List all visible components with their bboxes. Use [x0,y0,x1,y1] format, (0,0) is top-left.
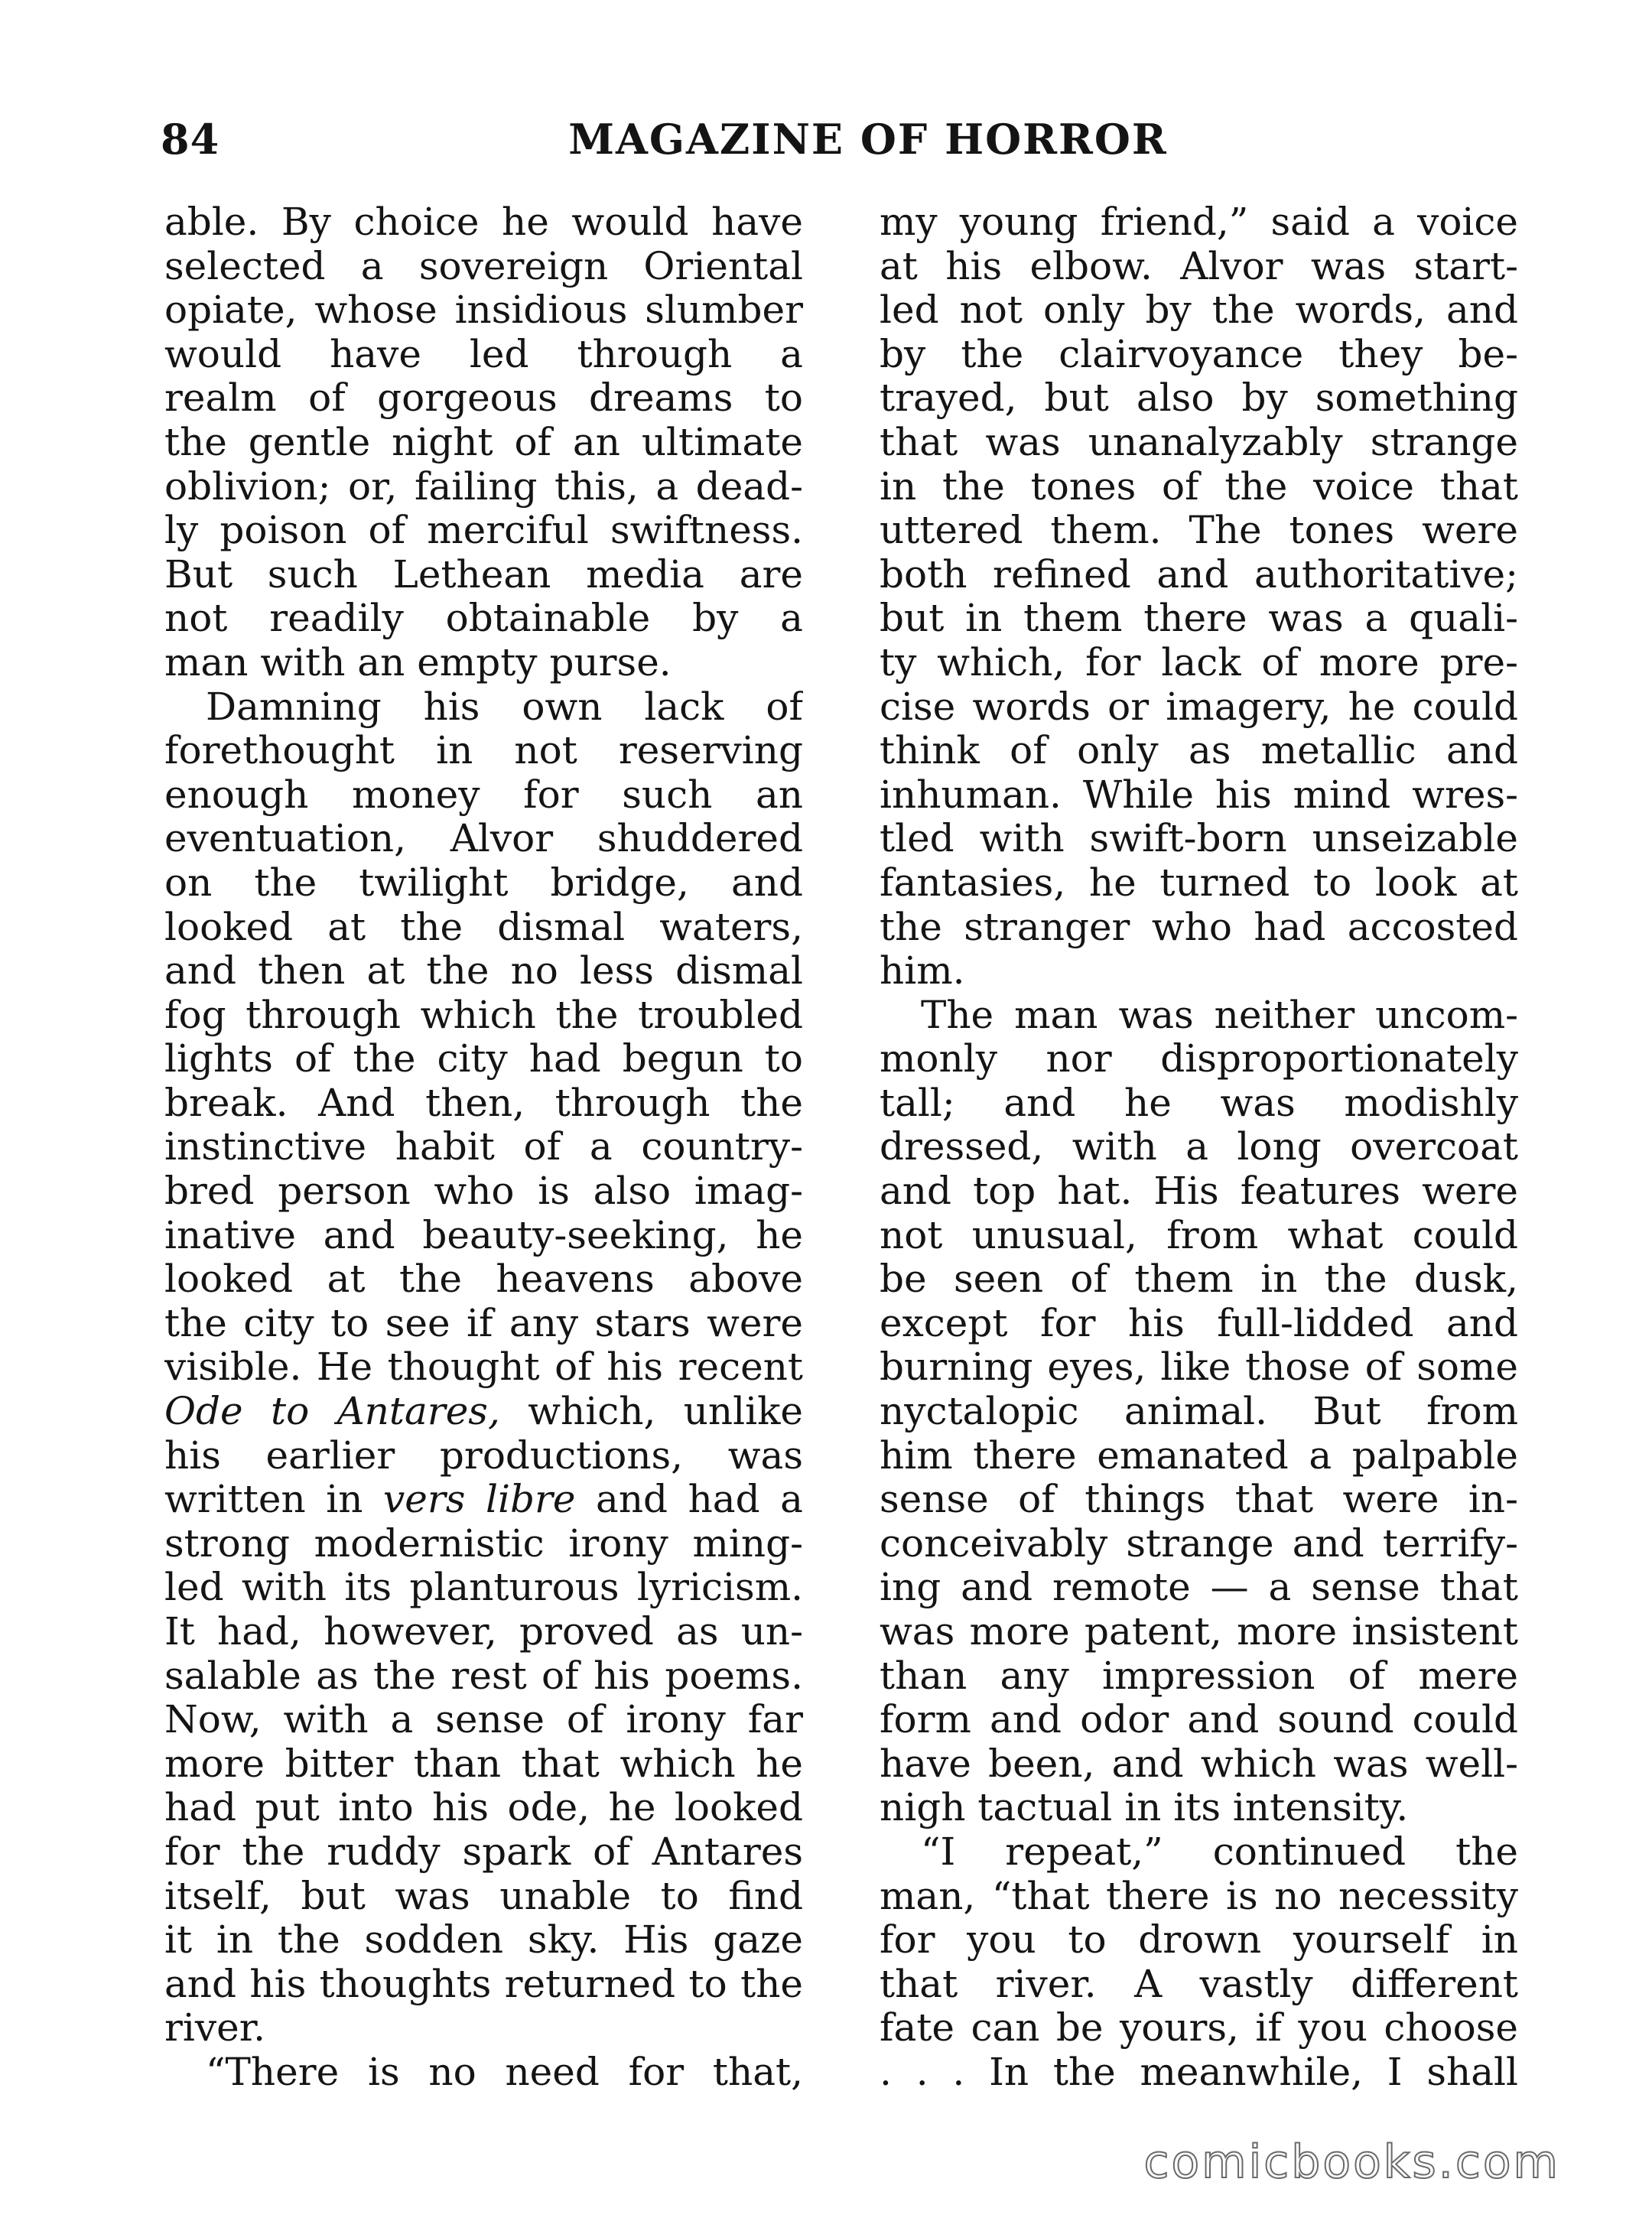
text-line: able. By choice he would have [164,200,803,244]
text-line: for the ruddy spark of Antares [164,1829,803,1874]
text-line: forethought in not reserving [164,729,803,773]
text-line: lights of the city had begun to [164,1037,803,1081]
text-line: but in them there was a quali- [880,597,1518,641]
text-line: led not only by the words, and [880,288,1518,333]
text-line: fantasies, he turned to look at [880,860,1518,905]
italic-text-run: vers libre [383,1478,576,1522]
text-line: fog through which the troubled [164,993,803,1037]
text-line: looked at the heavens above [164,1257,803,1302]
text-line: form and odor and sound could [880,1698,1518,1742]
text-line: that was unanalyzably strange [880,420,1518,464]
text-line: Now, with a sense of irony far [164,1698,803,1742]
text-line: ty which, for lack of more pre- [880,640,1518,685]
text-line: It had, however, proved as un- [164,1610,803,1654]
text-line: the stranger who had accosted [880,905,1518,949]
text-line: visible. He thought of his recent [164,1345,803,1390]
text-line: the gentle night of an ultimate [164,420,803,464]
text-line: on the twilight bridge, and [164,860,803,905]
text-line: man with an empty purse. [164,640,672,685]
text-line: at his elbow. Alvor was start- [880,244,1518,288]
running-title: MAGAZINE OF HORROR [568,115,1168,164]
text-line: trayed, but also by something [880,376,1518,421]
text-line: nyctalopic animal. But from [880,1390,1518,1434]
right-text-column [880,200,1518,2094]
text-line: The man was neither uncom- [921,993,1518,1037]
text-line: by the clairvoyance they be- [880,332,1518,376]
text-line: him there emanated a palpable [880,1433,1518,1478]
text-line: and his thoughts returned to the [164,1962,803,2006]
text-line: bred person who is also imag- [164,1169,803,1214]
text-line: and then at the no less dismal [164,949,803,994]
text-line: enough money for such an [164,772,803,817]
text-line: break. And then, through the [164,1081,803,1125]
text-line: eventuation, Alvor shuddered [164,817,803,861]
italic-text-run: Ode to Antares, [164,1390,500,1434]
text-line: realm of gorgeous dreams to [164,376,803,421]
text-line: . . . In the meanwhile, I shall [880,2050,1518,2094]
text-line: strong modernistic irony ming- [164,1521,803,1566]
text-line: more bitter than that which he [164,1742,803,1786]
text-line: the city to see if any stars were [164,1301,803,1345]
text-line: that river. A vastly different [880,1962,1518,2006]
text-line: tall; and he was modishly [880,1081,1518,1125]
text-line: uttered them. The tones were [880,509,1518,553]
text-line: But such Lethean media are [164,552,803,597]
text-line: itself, but was unable to find [164,1874,803,1918]
text-line: Damning his own lack of [206,685,803,729]
text-line: not readily obtainable by a [164,597,803,641]
text-line: cise words or imagery, he could [880,685,1518,729]
text-line: monly nor disproportionately [880,1037,1518,1081]
text-line: salable as the rest of his poems. [164,1654,803,1698]
text-line: ly poison of merciful swiftness. [164,509,803,553]
text-line: his earlier productions, was [164,1433,803,1478]
text-line [164,1478,803,1522]
text-line: conceivably strange and terrify- [880,1521,1518,1566]
text-line: him. [880,949,965,994]
text-line: sense of things that were in- [880,1478,1518,1522]
text-run: which, unlike [499,1390,803,1434]
text-line: burning eyes, like those of some [880,1345,1518,1390]
text-line [164,1390,803,1434]
text-line: fate can be yours, if you choose [880,2006,1518,2051]
text-line: and top hat. His features were [880,1169,1518,1214]
text-line: dressed, with a long overcoat [880,1125,1518,1169]
watermark-text: comicbooks.com [1143,2135,1560,2189]
text-line: inhuman. While his mind wres- [880,772,1518,817]
text-line: not unusual, from what could [880,1213,1518,1257]
text-line: for you to drown yourself in [880,1918,1518,1963]
text-line: selected a sovereign Oriental [164,244,803,288]
text-line: in the tones of the voice that [880,464,1518,509]
text-line: think of only as metallic and [880,729,1518,773]
text-line: opiate, whose insidious slumber [164,288,803,333]
text-line: than any impression of mere [880,1654,1518,1698]
text-line: river. [164,2006,266,2051]
text-line: inative and beauty-seeking, he [164,1213,803,1257]
page-header [161,115,1530,184]
text-line: had put into his ode, he looked [164,1786,803,1830]
text-line: have been, and which was well- [880,1742,1518,1786]
text-line: my young friend,” said a voice [880,200,1518,244]
text-line: nigh tactual in its intensity. [880,1786,1409,1830]
text-line: except for his full-lidded and [880,1301,1518,1345]
text-line: ing and remote — a sense that [880,1566,1518,1610]
text-run: written in [164,1478,383,1522]
text-line: oblivion; or, failing this, a dead- [164,464,803,509]
text-line: looked at the dismal waters, [164,905,803,949]
text-line: “There is no need for that, [206,2050,803,2094]
text-line: man, “that there is no necessity [880,1874,1518,1918]
text-line: would have led through a [164,332,803,376]
page-number: 84 [161,115,220,164]
left-text-column [164,200,803,2094]
text-line: both refined and authoritative; [880,552,1518,597]
text-run: and had a [575,1478,803,1522]
text-line: was more patent, more insistent [880,1610,1518,1654]
text-line: “I repeat,” continued the [921,1829,1518,1874]
text-line: it in the sodden sky. His gaze [164,1918,803,1963]
text-line: led with its planturous lyricism. [164,1566,803,1610]
text-line: instinctive habit of a country- [164,1125,803,1169]
text-line: tled with swift-born unseizable [880,817,1518,861]
text-line: be seen of them in the dusk, [880,1257,1518,1302]
